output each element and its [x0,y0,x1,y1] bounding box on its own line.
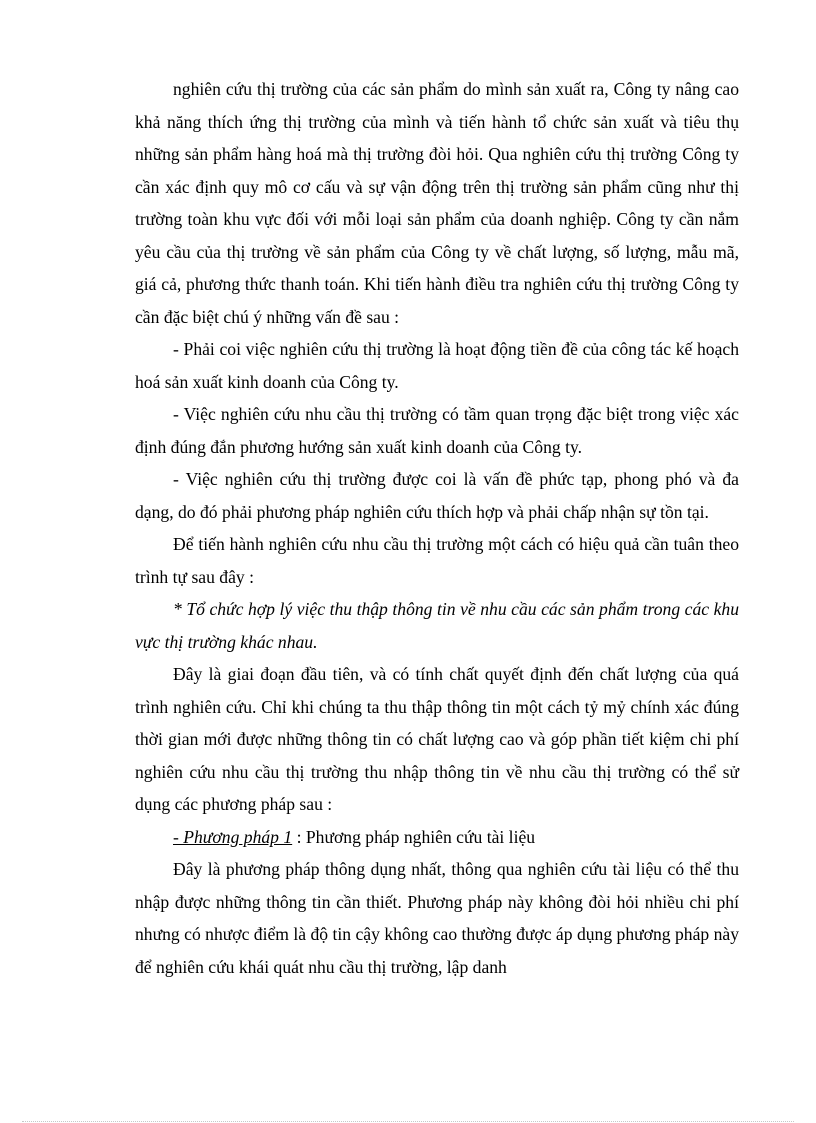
page-bottom-divider [22,1121,794,1122]
paragraph-bullet-2: - Việc nghiên cứu nhu cầu thị trường có tầm quan trọng đặc biệt trong việc xác định đúng đắn phương hướng sản xuất kinh doanh của Công ty. [135,404,739,457]
paragraph-sequence: Để tiến hành nghiên cứu nhu cầu thị trường một cách có hiệu quả cần tuân theo trình tự sau đây : [135,534,739,587]
paragraph-bullet-1: - Phải coi việc nghiên cứu thị trường là hoạt động tiền đề của công tác kế hoạch hoá sản xuất kinh doanh của Công ty. [135,339,739,392]
document-page [135,73,739,983]
paragraph-method-description: Đây là phương pháp thông dụng nhất, thông qua nghiên cứu tài liệu có thể thu nhập được những thông tin cần thiết. Phương pháp này không đòi hỏi nhiều chi phí nhưng có nhược điểm là độ tin cậy không cao thường được áp dụng phương pháp này để nghiên cứu khái quát nhu cầu thị trường, lập danh [135,859,739,977]
method-heading [135,821,739,854]
method-text: : Phương pháp nghiên cứu tài liệu [292,826,536,847]
paragraph-italic-step: * Tổ chức hợp lý việc thu thập thông tin về nhu cầu các sản phẩm trong các khu vực thị trường khác nhau. [135,599,739,652]
paragraph-intro: nghiên cứu thị trường của các sản phẩm do mình sản xuất ra, Công ty nâng cao khả năng thích ứng thị trường của mình và tiến hành tổ chức sản xuất và tiêu thụ những sản phẩm hàng hoá mà thị trường đòi hỏi. Qua nghiên cứu thị trường Công ty cần xác định quy mô cơ cấu và sự vận động trên thị trường sản phẩm cũng như thị trường toàn khu vực đối với mỗi loại sản phẩm của doanh nghiệp. Công ty cần nắm yêu cầu của thị trường về sản phẩm của Công ty về chất lượng, số lượng, mẫu mã, giá cả, phương thức thanh toán. Khi tiến hành điều tra nghiên cứu thị trường Công ty cần đặc biệt chú ý những vấn đề sau : [135,79,739,327]
paragraph-first-stage: Đây là giai đoạn đầu tiên, và có tính chất quyết định đến chất lượng của quá trình nghiên cứu. Chỉ khi chúng ta thu thập thông tin một cách tỷ mỷ chính xác đúng thời gian mới được những thông tin có chất lượng cao và góp phần tiết kiệm chi phí nghiên cứu nhu cầu thị trường thu nhập thông tin về nhu cầu thị trường có thể sử dụng các phương pháp sau : [135,664,739,814]
method-label: - Phương pháp 1 [173,826,293,847]
paragraph-bullet-3: - Việc nghiên cứu thị trường được coi là vấn đề phức tạp, phong phó và đa dạng, do đó phải phương pháp nghiên cứu thích hợp và phải chấp nhận sự tồn tại. [135,469,739,522]
